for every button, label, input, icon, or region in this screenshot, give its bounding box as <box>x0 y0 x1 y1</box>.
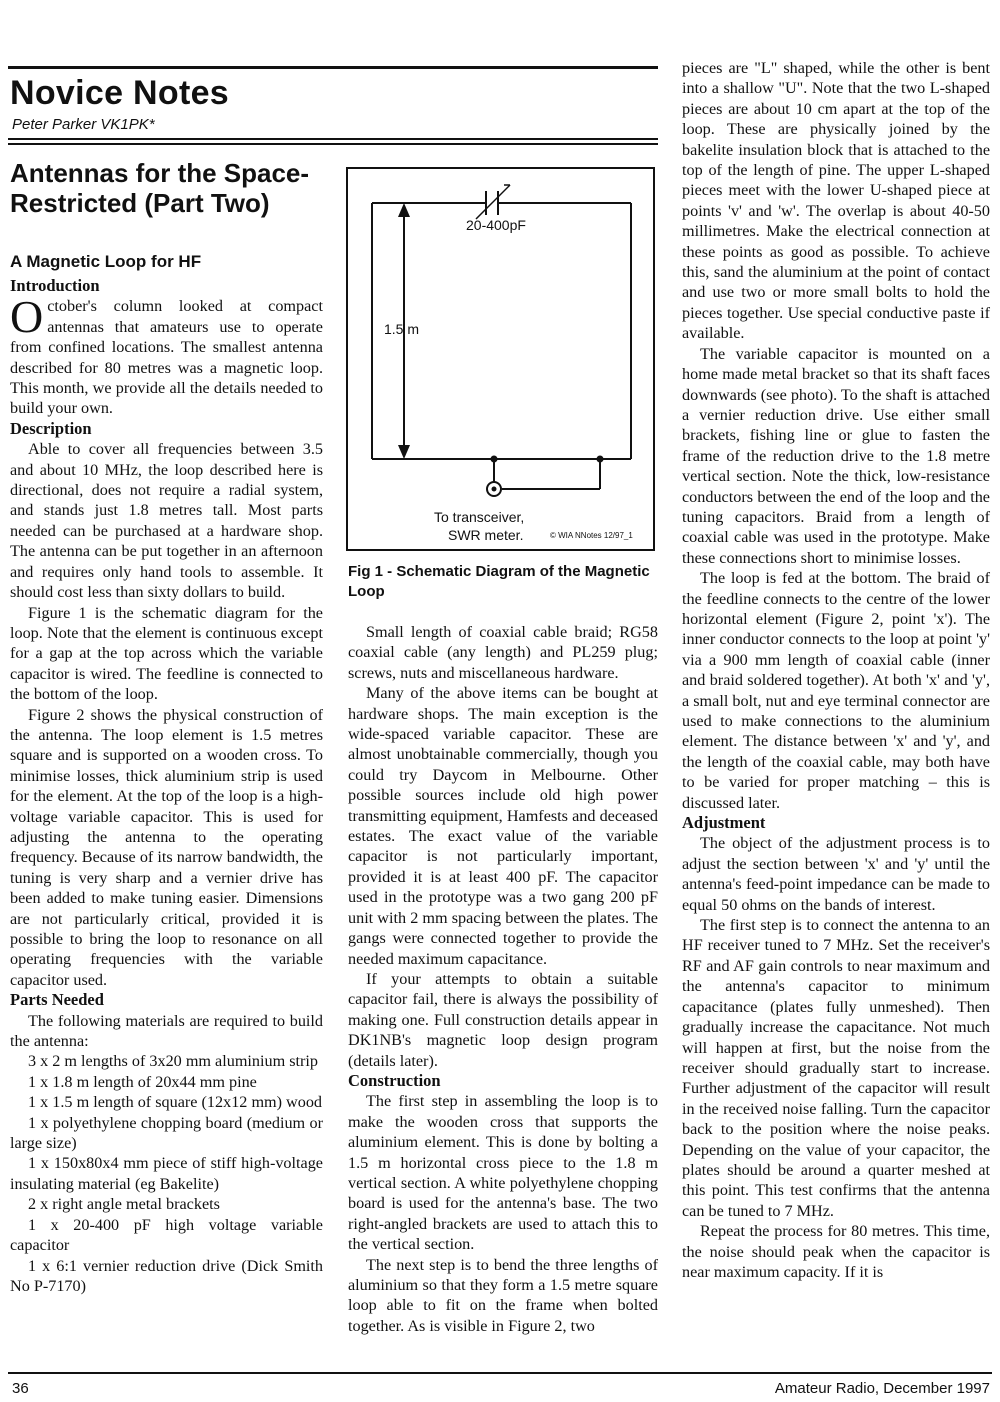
paragraph: The first step in assembling the loop is to make the wooden cross that supports the aluminium element. This is done by bolting a 1.5 m horizontal cross piece to the 1.8 m vertical section. A white polyethylene chopping board is used for the antenna's base. The two right-angled brackets are used to attach this to the vertical section. <box>348 1092 658 1254</box>
publication-info: Amateur Radio, December 1997 <box>774 1380 990 1397</box>
section-title: Novice Notes <box>10 74 230 112</box>
column-1 <box>10 276 323 1296</box>
heading-description: Description <box>10 418 92 438</box>
article-headline: Antennas for the Space-Restricted (Part Two) <box>10 158 310 218</box>
top-rule <box>8 66 658 69</box>
column-3 <box>682 58 990 1282</box>
heading-parts-needed: Parts Needed <box>10 990 104 1010</box>
byline: Peter Parker VK1PK* <box>12 116 155 133</box>
height-label: 1.5 m <box>384 321 420 337</box>
paragraph: Figure 1 is the schematic diagram for the loop. Note that the element is continuous except for a gap at the top across which the variable capacitor is wired. The feedline is connected to the bottom of the loop. <box>10 603 323 704</box>
paragraph: October's column looked at compact antennas that amateurs use to operate from confined locations. The smallest antenna described for 80 metres was a magnetic loop. This month, we provide all the details needed to build your own. <box>10 291 323 418</box>
list-item: 2 x right angle metal brackets <box>28 1195 220 1214</box>
list-item: 1 x 1.8 m length of 20x44 mm pine <box>28 1072 257 1091</box>
paragraph: Small length of coaxial cable braid; RG58 coaxial cable (any length) and PL259 plug; screws, nuts and miscellaneous hardware. <box>348 623 658 682</box>
paragraph: The first step is to connect the antenna to an HF receiver tuned to 7 MHz. Set the receiver's RF and AF gain controls to near maximum and the antenna's capacitor to minimum capacitance (plates fully unmeshed). Then gradually increase the capacitance. Not much will happen at first, but the noise from the receiver should gradually start to increase. Further adjustment of the capacitor will result in the received noise falling. Turn the capacitor back to the position where the noise peaks. Depending on the value of your capacitor, the plates should be around a quarter meshed at this point. This test confirms that the antenna can be tuned to 7 MHz. <box>682 916 990 1220</box>
list-item: 3 x 2 m lengths of 3x20 mm aluminium strip <box>28 1052 319 1071</box>
capacitor-label: 20-400pF <box>466 217 526 233</box>
article-subhead: A Magnetic Loop for HF <box>10 252 202 271</box>
list-item: 1 x 20-400 pF high voltage variable capacitor <box>10 1215 323 1255</box>
paragraph: The next step is to bend the three lengths of aluminium so that they form a 1.5 metre square loop able to fit on the frame when bolted together. As is visible in Figure 2, two <box>348 1255 658 1335</box>
list-item: 1 x 150x80x4 mm piece of stiff high-voltage insulating material (eg Bakelite) <box>10 1154 323 1193</box>
paragraph: The following materials are required to build the antenna: <box>10 1011 323 1051</box>
figure-credit: © WIA NNotes 12/97_1 <box>550 531 633 540</box>
column-2 <box>348 622 658 1336</box>
header-rule-2 <box>8 143 658 145</box>
drop-cap: O <box>10 291 44 343</box>
list-item: 1 x polyethylene chopping board (medium or large size) <box>10 1113 323 1153</box>
paragraph: If your attempts to obtain a suitable capacitor fail, there is always the possibility of making one. Full construction details appear in DK1NB's magnetic loop design program (details later). <box>348 969 658 1070</box>
feed-label-line2: SWR meter. <box>448 527 524 543</box>
paragraph: The object of the adjustment process is to adjust the section between 'x' and 'y' until the antenna's feed-point impedance can be made to equal 50 ohms on the bands of interest. <box>682 834 990 914</box>
paragraph: The variable capacitor is mounted on a home made metal bracket so that its shaft faces downwards (see photo). To the shaft is attached a vernier reduction drive. Use either small brackets, fishing line or glue to fasten the frame of the reduction drive to the 1.8 metre vertical section. Note the thick, low-resistance conductors between the end of the loop and the tuning capacitors. Braid from a length of coaxial cable was used in the prototype. Make these connections short to minimise losses. <box>682 344 990 567</box>
list-item: 1 x 6:1 vernier reduction drive (Dick Smith No P-7170) <box>10 1256 323 1295</box>
paragraph: Many of the above items can be bought at hardware shops. The main exception is the wide-spaced variable capacitor. These are almost unobtainable commercially, though you could try Daycom in Melbourne. Other possible sources include old high power transmitting equipment, Hamfests and deceased estates. The exact value of the variable capacitor is not particularly important, provided it is at least 400 pF. The capacitor used in the prototype was a two gang 200 pF unit with 2 mm spacing between the plates. The gangs were connected together to provide the needed maximum capacitance. <box>348 684 658 968</box>
paragraph: Repeat the process for 80 metres. This time, the noise should peak when the capacitor is near maximum capacity. If it is <box>682 1222 990 1281</box>
paragraph: Able to cover all frequencies between 3.5 and about 10 MHz, the loop described here is directional, does not require a radial system, and stands just 1.8 metres tall. Most parts needed can be purchased at a hardware shop. The antenna can be put together in an afternoon and requires only hand tools to assemble. It should cost less than sixty dollars to build. <box>10 440 323 602</box>
figure-box <box>346 167 655 551</box>
paragraph: pieces are "L" shaped, while the other is bent into a shallow "U". Note that the two L-shaped pieces are about 10 cm apart at the top of the loop. These are physically joined by the bakelite insulation block that is attached to the top of the length of pine. The upper L-shaped pieces meet with the lower U-shaped piece at points 'v' and 'w'. The overlap is about 40-50 millimetres. Make the electrical connection at these points as good as possible. To achieve this, sand the aluminium at the point of contact and use two or more small bolts to hold the pieces together. Use special conductive paste if available. <box>682 59 990 343</box>
header-rule-1 <box>8 138 658 140</box>
heading-construction: Construction <box>348 1070 441 1090</box>
figure-caption: Fig 1 - Schematic Diagram of the Magnetic Loop <box>348 563 650 600</box>
page-number: 36 <box>12 1380 29 1397</box>
feed-label-line1: To transceiver, <box>434 509 525 525</box>
footer-rule <box>8 1372 992 1374</box>
paragraph: The loop is fed at the bottom. The braid of the feedline connects to the centre of the lower horizontal element (Figure 2, point 'x'). The inner conductor connects to the loop at point 'y' via a 900 mm length of coaxial cable (inner and braid soldered together). At both 'x' and 'y', a small bolt, nut and eye terminal connector are used to make connections to the aluminium element. The distance between 'x' and 'y', and the length of the coaxial cable, may both have to be varied for proper matching – this is discussed later. <box>682 569 990 812</box>
list-item: 1 x 1.5 m length of square (12x12 mm) wood <box>28 1093 323 1112</box>
heading-introduction: Introduction <box>10 276 100 295</box>
heading-adjustment: Adjustment <box>682 813 766 833</box>
paragraph: Figure 2 shows the physical construction of the antenna. The loop element is 1.5 metres square and is supported on a wooden cross. To minimise losses, thick aluminium strip is used for the element. At the top of the loop is a high-voltage variable capacitor. This is used for adjusting the antenna to the operating frequency. Because of its narrow bandwidth, the tuning is very sharp and a vernier drive has been added to make tuning easier. Dimensions are not particularly critical, provided it is possible to bring the loop to resonance on all operating frequencies with the variable capacitor used. <box>10 705 323 989</box>
